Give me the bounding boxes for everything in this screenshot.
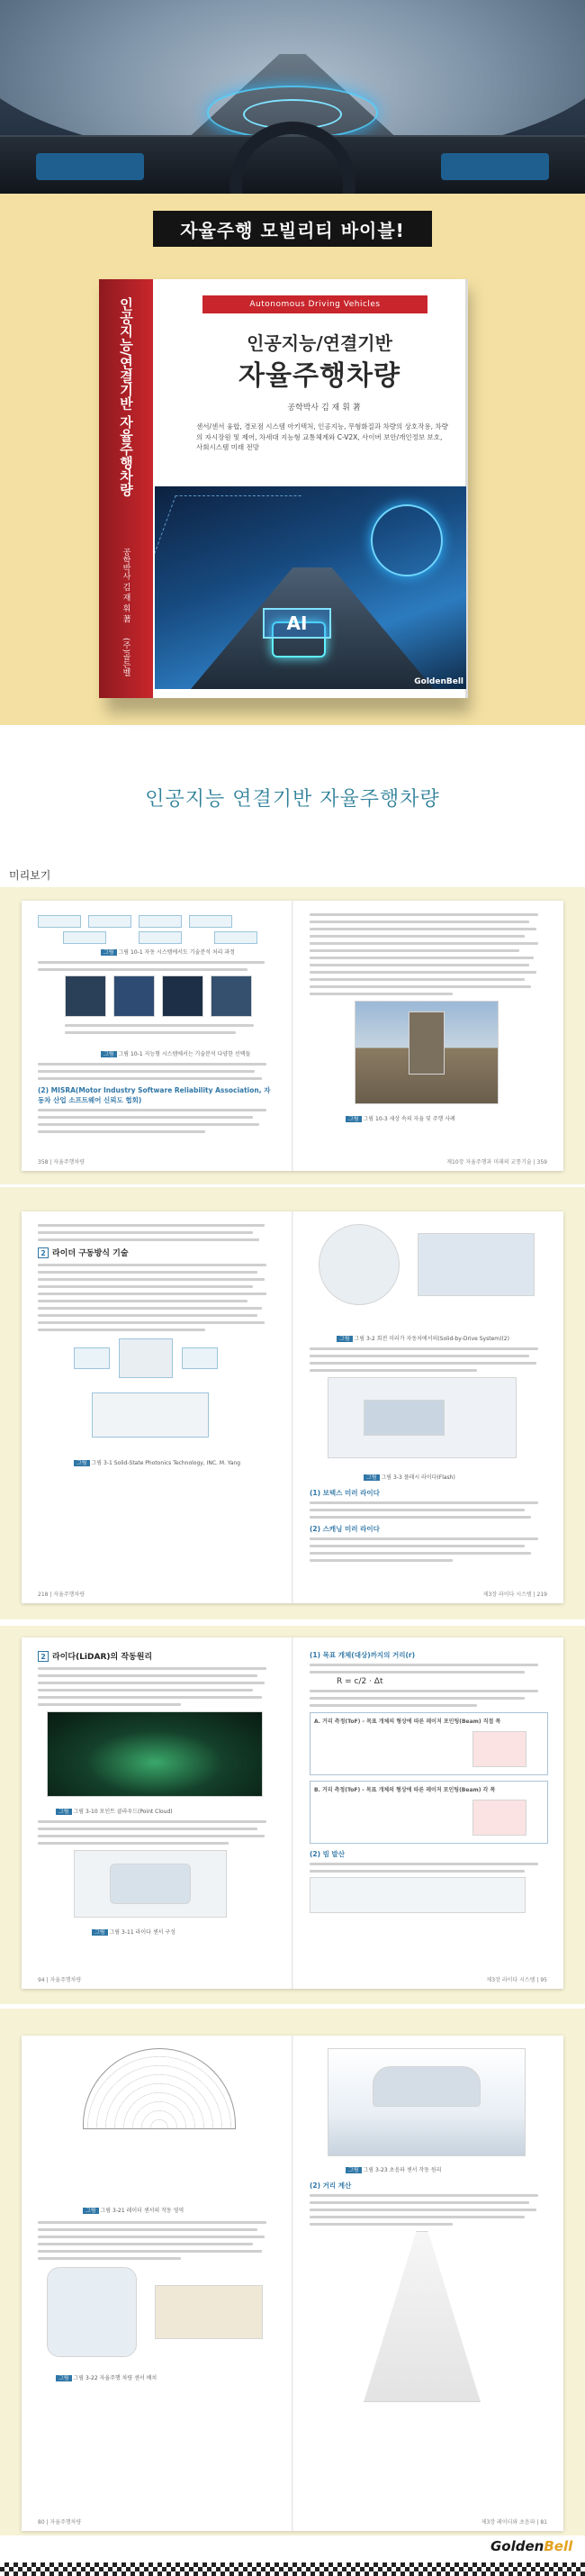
section-subheading: (2) 거리 계산: [310, 2181, 352, 2190]
formula: R = c/2 · Δt: [337, 1677, 383, 1686]
globe-graphic: [371, 504, 443, 576]
preview-spread-4: 그림 그림 3-21 레이더 센서의 작동 영역 그림 그림 3-22 자율주행 차량 센서 배치 80 | 자율주행차량 그림 그림 3-23 초음파 센서 작동 원리 (2) 거리 계산 제3장 레이더와 초음파 | 81: [22, 2036, 563, 2531]
page-number-right: 제3장 라이다 시스템 | 219: [482, 1592, 547, 1598]
cover-author: 공학박사 김 재 휘 著: [287, 404, 361, 413]
preview-spread-1: 그림 그림 10-1 자동 시스템에서도 기술분석 처리 과정 그림 그림 10-1 지능형 시스템에서는 기술분석 다양한 선택들 (2) MISRA(Motor Industry Software Reliability Association, 자동차 산업 소프트웨어 신뢰도 협회) 358 | 자율주행차량 그림 그림 10-3 세상 속의 자율 및 주행 사례 제10장 자율주행과 미래의 교통기술 | 359: [22, 901, 563, 1171]
cover-illustration: [155, 486, 466, 689]
figure-caption: 그림 3-21 레이더 센서의 작동 영역: [100, 2208, 184, 2214]
info-box-title: A. 거리 측정(ToF) - 목표 개체의 형상에 따른 레이저 포인팅(Beam) 직접 폭: [314, 1719, 501, 1725]
figure-caption: 그림 3-2 회전 미러가 자동차에서의(Solid-by-Drive System)(2): [354, 1336, 509, 1342]
section-heading: 2 라이더 구동방식 기술: [38, 1247, 276, 1258]
page-number-right: 제3장 레이더와 초음파 | 81: [481, 2519, 547, 2526]
page-number-right: 제3장 라이다 시스템 | 95: [486, 1977, 547, 1983]
publisher-logo: [490, 2538, 572, 2554]
spine-author: 공학박사 김 재 휘 著: [121, 548, 130, 623]
cover-publisher-logo: GoldenBell: [414, 677, 464, 686]
figure-caption: 그림 3-22 자율주행 차량 센서 배치: [73, 2375, 158, 2381]
figure-caption: 그림 3-3 플래시 라이다(Flash): [381, 1474, 455, 1481]
figure-caption: 그림 3-10 포인트 클라우드(Point Cloud): [73, 1809, 173, 1815]
section-subheading: (1) 목표 개체(대상)까지의 거리(r): [310, 1651, 416, 1659]
page-number-left: 358 | 자율주행차량: [38, 1159, 86, 1166]
figure-caption: 그림 3-11 라이다 센서 구성: [109, 1929, 176, 1936]
cover-title-line1: 인공지능/연결기반: [247, 332, 392, 354]
figure-caption: 그림 10-1 자동 시스템에서도 기술분석 처리 과정: [118, 949, 235, 956]
spine-publisher: (주)골든벨: [121, 638, 130, 677]
figure-caption: 그림 10-1 지능형 시스템에서는 기술분석 다양한 선택들: [118, 1051, 251, 1057]
cover-ribbon: Autonomous Driving Vehicles: [202, 295, 428, 313]
figure-caption: 그림 3-1 Solid-State Photonics Technology, INC. M. Yang: [91, 1460, 241, 1466]
logo-text-main: Golden: [490, 2538, 544, 2554]
section-subheading: (2) MISRA(Motor Industry Software Reliability Association, 자동차 산업 소프트웨어 신뢰도 협회): [38, 1086, 271, 1104]
page-fold: [292, 901, 293, 1171]
spine-title: 인공지능/연결기반 자율주행차량: [118, 297, 134, 496]
cover-description: 센서/센서 융합, 경로점 시스템 아키텍처, 인공지능, 무형화질과 차량의 상호작용, 차량의 자시장원 및 제어, 차세대 지능형 교통체계와 C-V2X, 사이버 보안/개인정보 보호, 사회시스템 미래 전망: [196, 422, 448, 452]
section-subheading: (2) 스캐닝 미러 라이다: [310, 1525, 380, 1533]
page-number-left: 218 | 자율주행차량: [38, 1592, 86, 1598]
figure-caption: 그림 10-3 세상 속의 자율 및 주행 사례: [363, 1116, 455, 1122]
preview-spread-3: 2 라이다(LiDAR)의 작동원리 그림 그림 3-10 포인트 클라우드(Point Cloud) 그림 그림 3-11 라이다 센서 구성 94 | 자율주행차량 (1) 목표 개체(대상)까지의 거리(r) R = c/2 · Δt A. 거리 측정(ToF) - 목표 개체의 형상에 따른 레이저 포인팅(Beam) 직접 폭 B. 거리 측정(ToF) - 목표 개체의 형상에 따른 레이저 포인팅(Beam) 각 폭 (2) 빔 발산 제3장 라이다 시스템 | 95: [22, 1637, 563, 1989]
checkered-border: [0, 2562, 585, 2576]
preview-label: 미리보기: [9, 869, 51, 882]
section-subheading: (2) 빔 발산: [310, 1850, 346, 1858]
ai-badge: AI: [263, 608, 331, 639]
slogan-banner: 자율주행 모빌리티 바이블!: [153, 211, 432, 247]
page-number-right: 제10장 자율주행과 미래의 교통기술 | 359: [446, 1159, 547, 1166]
cover-title-line2: 자율주행차량: [238, 360, 400, 392]
left-display-graphic: [36, 153, 144, 180]
right-display-graphic: [441, 153, 549, 180]
section-subheading: (1) 보텍스 미러 라이다: [310, 1489, 380, 1497]
figure-caption: 그림 3-23 초음파 센서 작동 원리: [363, 2167, 442, 2173]
preview-spread-2: 2 라이더 구동방식 기술 그림 그림 3-1 Solid-State Photonics Technology, INC. M. Yang 218 | 자율주행차량 그림 그림 3-2 회전 미러가 자동차에서의(Solid-by-Drive System)(2) 그림 그림 3-3 플래시 라이다(Flash) (1) 보텍스 미러 라이다 (2) 스캐닝 미러 라이다 제3장 라이다 시스템 | 219: [22, 1211, 563, 1603]
logo-text-accent: Bell: [544, 2538, 573, 2554]
page-fold: [292, 1211, 293, 1603]
page-number-left: 94 | 자율주행차량: [38, 1977, 82, 1983]
section-heading: 2 라이다(LiDAR)의 작동원리: [38, 1650, 276, 1662]
page-title: 인공지능 연결기반 자율주행차량: [145, 788, 440, 811]
page-number-left: 80 | 자율주행차량: [38, 2519, 82, 2526]
info-box-title: B. 거리 측정(ToF) - 목표 개체의 형상에 따른 레이저 포인팅(Beam) 각 폭: [314, 1787, 496, 1793]
page-fold: [292, 1637, 293, 1989]
page-fold: [292, 2036, 293, 2531]
hero-dashboard-image: [0, 0, 585, 194]
network-graphic: [155, 495, 302, 558]
